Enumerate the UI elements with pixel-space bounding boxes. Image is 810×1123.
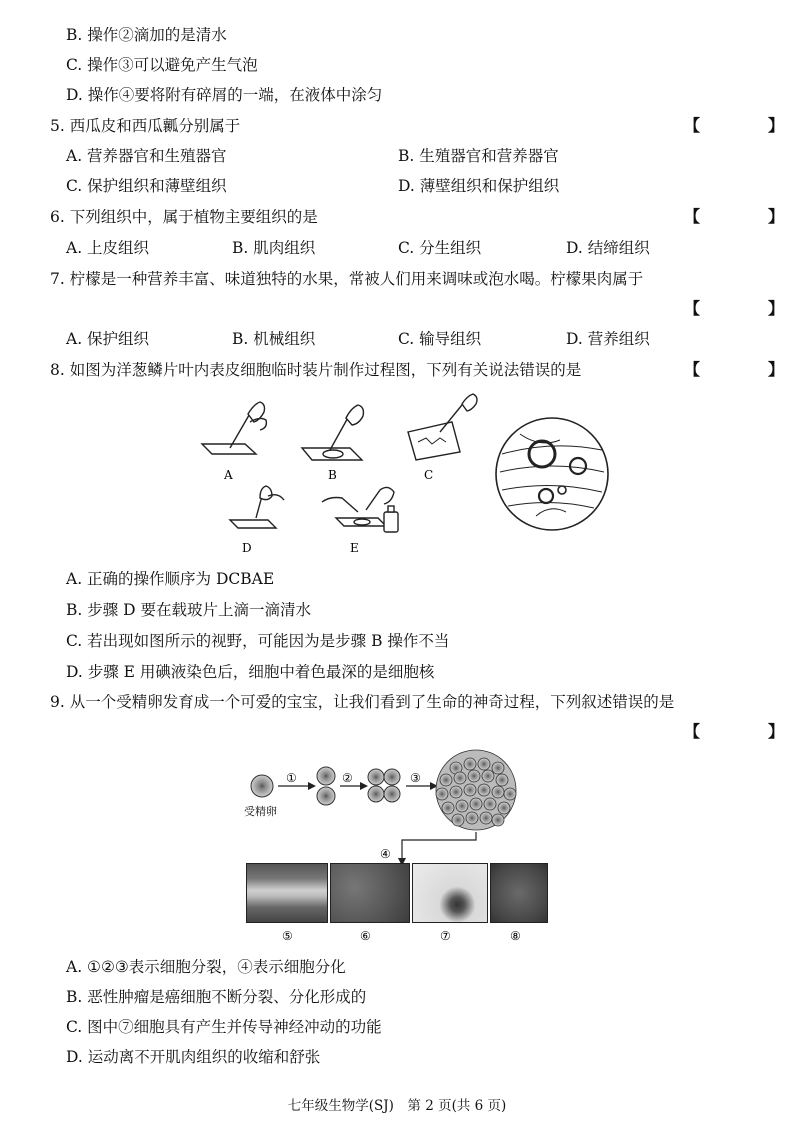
fertilized-egg-label: 受精卵 bbox=[244, 805, 277, 818]
q5-option-a: A. 营养器官和生殖器官 bbox=[66, 147, 227, 165]
step-d-illustration bbox=[230, 486, 284, 528]
q7-option-b: B. 机械组织 bbox=[232, 330, 316, 348]
q6-option-c: C. 分生组织 bbox=[398, 239, 482, 257]
step-4-label: ④ bbox=[380, 847, 391, 861]
answer-bracket: 【 】 bbox=[684, 299, 810, 318]
tissue-8-label: ⑧ bbox=[510, 929, 521, 943]
step-2-label: ② bbox=[342, 771, 353, 785]
tissue-7-label: ⑦ bbox=[440, 929, 451, 943]
q6-option-a: A. 上皮组织 bbox=[66, 239, 150, 257]
q5-option-c: C. 保护组织和薄壁组织 bbox=[66, 177, 227, 195]
figure-label-e: E bbox=[350, 541, 359, 555]
q7-option-c: C. 输导组织 bbox=[398, 330, 482, 348]
tissue-7-micrograph bbox=[412, 863, 488, 923]
q7-option-a: A. 保护组织 bbox=[66, 330, 150, 348]
page-footer: 七年级生物学(SJ) 第 2 页(共 6 页) bbox=[287, 1098, 507, 1114]
step-a-illustration bbox=[202, 402, 266, 454]
tissue-6-micrograph bbox=[330, 863, 410, 923]
q5-option-b: B. 生殖器官和营养器官 bbox=[398, 147, 559, 165]
answer-bracket: 【 】 bbox=[684, 360, 810, 379]
microscope-field-view bbox=[496, 418, 608, 530]
step-1-label: ① bbox=[286, 771, 297, 785]
step-c-illustration bbox=[408, 394, 477, 460]
tissue-6-label: ⑥ bbox=[360, 929, 371, 943]
answer-bracket: 【 】 bbox=[684, 722, 810, 741]
fertilized-egg-cell bbox=[251, 775, 273, 797]
cell-cluster bbox=[436, 750, 516, 830]
step-b-illustration bbox=[302, 405, 363, 460]
step-3-label: ③ bbox=[410, 771, 421, 785]
q6-option-b: B. 肌肉组织 bbox=[232, 239, 316, 257]
answer-bracket: 【 】 bbox=[684, 207, 810, 226]
figure-label-b: B bbox=[328, 468, 337, 482]
figure-label-c: C bbox=[424, 468, 434, 482]
figure-label-a: A bbox=[224, 468, 233, 482]
answer-bracket: 【 】 bbox=[684, 116, 810, 135]
exam-page: B. 操作②滴加的是清水 C. 操作③可以避免产生气泡 D. 操作④要将附有碎屑的一端，在液体中涂匀 5. 西瓜皮和西瓜瓤分别属于 【 】 A. 营养器官和生殖器官 B. 生殖器官和营养器官 C. 保护组织和薄壁组织 D. 薄壁组织和保护组织 6. 下列组织中，属于植物主要组织的是 【 】 A. 上皮组织 B. 肌肉组织 C. 分生组织 D. 结缔组织 7. 柠檬是一种营养丰富、味道独特的水果，常被人们用来调味或泡水喝。柠檬果肉属于 【 】 A. 保护组织 B. 机械组织 C. 输导组织 D. 营养组织 8. 如图为洋葱鳞片叶内表皮细胞临时装片制作过程图，下列有关说法错误的是 【 】 A B C D E A. 正确的操作顺序为 DCBAE B. 步骤 D 要在载玻片上滴一滴清水 C. 若出现如图所示的视野，可能因为是步骤 B 操作不当 D. 步骤 E 用碘液染色后，细胞中着色最深的是细胞核 9. 从一个受精卵发育成一个可爱的宝宝，让我们看到了生命的神奇过程，下列叙述错误的是 【 】 受精卵 ① ② ③ ④ ⑤ ⑥ ⑦ ⑧ A. ①②③表示细胞分裂，④表示细胞分化 B. 恶性肿瘤是癌细胞不断分裂、分化形成的 C. 图中⑦细胞具有产生并传导神经冲动的功能 D. 运动离不开肌肉组织的收缩和舒张 七年级生物学(SJ) 第 2 页(共 6 页) bbox=[0, 0, 794, 1123]
q5-option-d: D. 薄壁组织和保护组织 bbox=[398, 177, 560, 195]
q7-option-d: D. 营养组织 bbox=[566, 330, 650, 348]
step-e-illustration bbox=[322, 487, 398, 532]
q6-option-d: D. 结缔组织 bbox=[566, 239, 650, 257]
tissue-5-micrograph bbox=[246, 863, 328, 923]
tissue-8-micrograph bbox=[490, 863, 548, 923]
slide-preparation-figure bbox=[190, 392, 590, 557]
figure-label-d: D bbox=[242, 541, 252, 555]
tissue-5-label: ⑤ bbox=[282, 929, 293, 943]
